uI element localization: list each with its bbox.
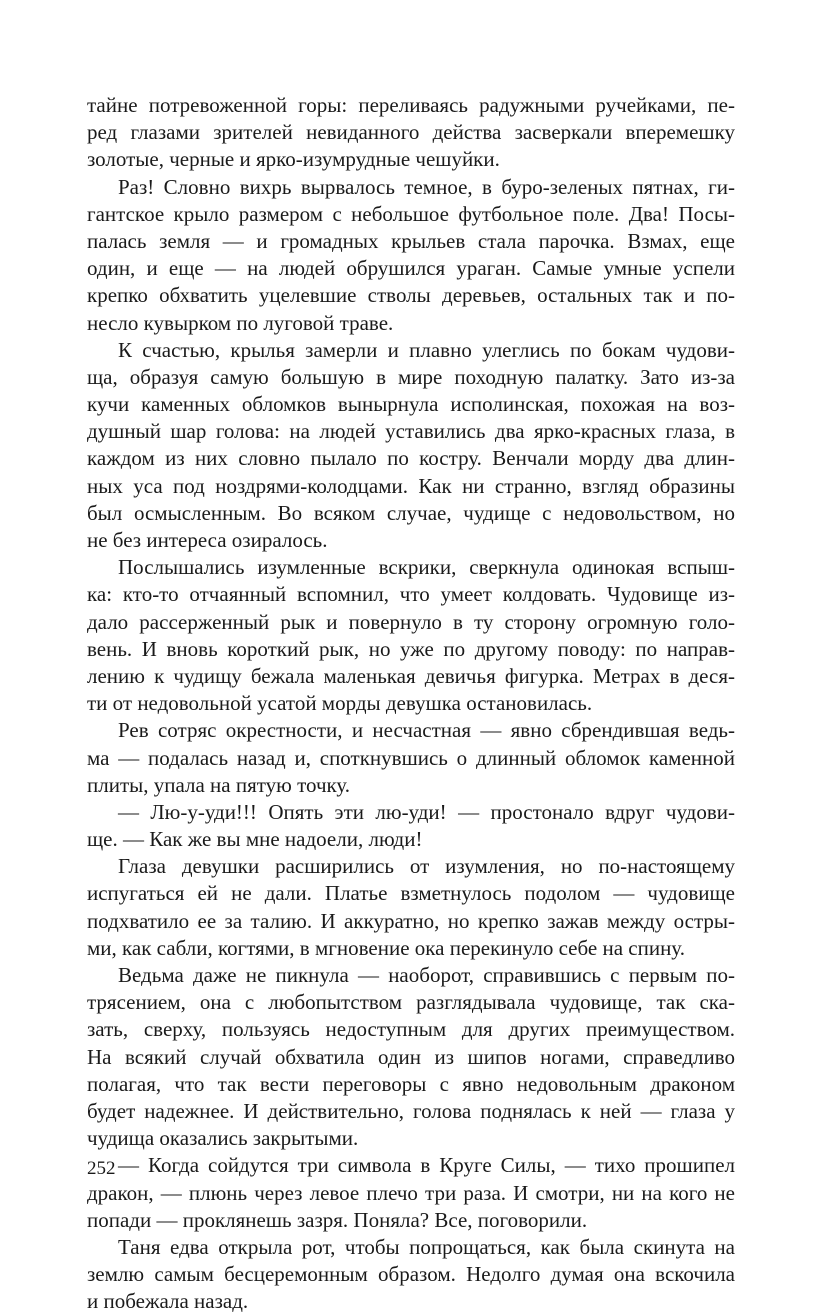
text-line: чудища оказались закрытыми. — [87, 1126, 359, 1151]
page-number: 252 — [87, 1158, 116, 1179]
text-line: дало рассерженный рык и повернуло в ту сторону огромную голо- — [87, 609, 735, 634]
text-line: дракон, — плюнь через левое плечо три раза. И смотри, ни на кого не — [87, 1180, 735, 1205]
text-line: ще. — Как же вы мне надоели, люди! — [87, 827, 423, 852]
text-line: кучи каменных обломков вынырнула исполинская, похожая на воз- — [87, 392, 735, 417]
text-line: На всякий случай обхватила один из шипов ногами, справедливо — [87, 1044, 735, 1069]
text-line: полагая, что так вести переговоры с явно недовольным драконом — [87, 1071, 735, 1096]
text-line: Таня едва открыла рот, чтобы попрощаться, как была скинута на — [118, 1234, 735, 1259]
text-line: будет надежнее. И действительно, голова поднялась к ней — глаза у — [87, 1098, 735, 1123]
text-line: ных уса под ноздрями-колодцами. Как ни странно, взгляд образины — [87, 473, 735, 498]
text-line: попади — проклянешь зазря. Поняла? Все, поговорили. — [87, 1207, 588, 1232]
text-line: палась земля — и громадных крыльев стала парочка. Взмах, еще — [87, 228, 735, 253]
text-line: ма — подалась назад и, споткнувшись о длинный обломок каменной — [87, 745, 735, 770]
text-line: крепко обхватить уцелевшие стволы деревьев, остальных так и по- — [87, 283, 735, 308]
text-line: — Когда сойдутся три символа в Круге Силы, — тихо прошипел — [118, 1153, 735, 1178]
text-line: Послышались изумленные вскрики, сверкнула одинокая вспыш- — [118, 555, 735, 580]
text-line: каждом из них словно пылало по костру. Венчали морду два длин- — [87, 446, 735, 471]
text-line: и побежала назад. — [87, 1289, 249, 1314]
text-line: К счастью, крылья замерли и плавно улеглись по бокам чудови- — [118, 337, 735, 362]
text-line: золотые, черные и ярко-изумрудные чешуйки. — [87, 147, 500, 172]
text-line: тайне потревоженной горы: переливаясь радужными ручейками, пе- — [87, 93, 735, 117]
text-line: Ведьма даже не пикнула — наоборот, справившись с первым по- — [118, 963, 735, 987]
text-line: ща, образуя самую большую в мире походную палатку. Зато из-за — [87, 364, 735, 389]
text-line: лению к чудищу бежала маленькая девичья фигурка. Метрах в деся- — [87, 663, 735, 688]
text-line: ти от недовольной усатой морды девушка остановилась. — [87, 691, 593, 716]
text-line: не без интереса озиралось. — [87, 528, 328, 552]
text-line: трясением, она с любопытством разглядывала чудовище, так ска- — [87, 990, 735, 1015]
text-line: ред глазами зрителей невиданного действа засверкали вперемешку — [87, 120, 735, 145]
text-line: — Лю-у-уди!!! Опять эти лю-уди! — простонало вдруг чудови- — [118, 799, 735, 824]
text-line: вень. И вновь короткий рык, но уже по другому поводу: по направ- — [87, 636, 735, 661]
text-line: Рев сотряс окрестности, и несчастная — явно сбрендившая ведь- — [118, 718, 735, 743]
text-line: душный шар голова: на людей уставились два ярко-красных глаза, в — [87, 419, 735, 444]
text-line: испугаться ей не дали. Платье взметнулось подолом — чудовище — [87, 881, 735, 906]
text-line: гантское крыло размером с небольшое футбольное поле. Два! Посы- — [87, 201, 735, 226]
text-line: Глаза девушки расширились от изумления, но по-настоящему — [118, 854, 735, 879]
text-line: зать, сверху, пользуясь недоступным для других преимуществом. — [87, 1017, 735, 1042]
text-line: Раз! Словно вихрь вырвалось темное, в буро-зеленых пятнах, ги- — [118, 174, 735, 199]
text-line: ка: кто-то отчаянный вспомнил, что умеет колдовать. Чудовище из- — [87, 582, 735, 607]
text-line: плиты, упала на пятую точку. — [87, 772, 351, 797]
text-line: был осмысленным. Во всяком случае, чудище с недовольством, но — [87, 500, 735, 525]
body-text — [87, 92, 735, 1315]
text-line: ми, как сабли, когтями, в мгновение ока перекинуло себе на спину. — [87, 935, 685, 960]
text-line: подхватило ее за талию. И аккуратно, но крепко зажав между остры- — [87, 908, 735, 933]
text-line: землю самым бесцеремонным образом. Недолго думая она вскочила — [87, 1262, 735, 1287]
text-line: один, и еще — на людей обрушился ураган. Самые умные успели — [87, 256, 735, 281]
text-line: несло кувырком по луговой траве. — [87, 310, 394, 335]
